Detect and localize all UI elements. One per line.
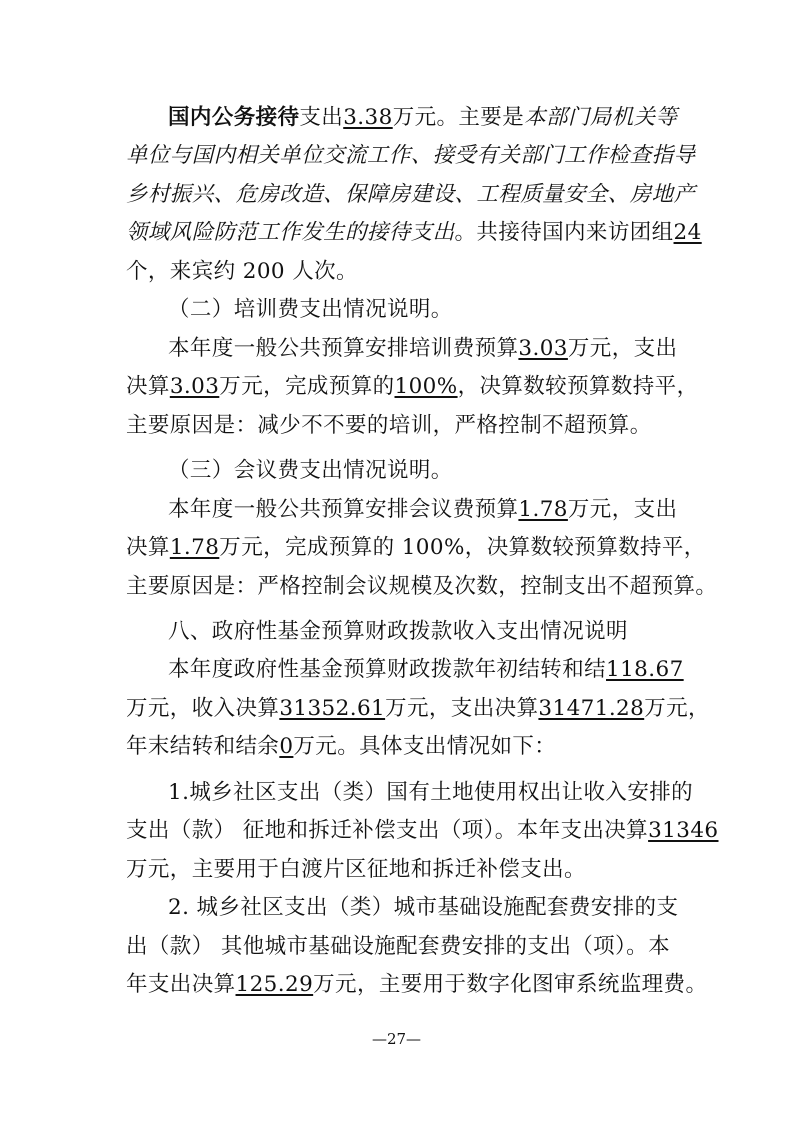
text-run: 万元，支出决算 (385, 696, 539, 721)
text-run: 2. 城乡社区支出（类）城市基础设施配套费安排的支 (168, 895, 679, 920)
text-line-4 (126, 218, 702, 248)
text-line-9 (126, 411, 652, 441)
text-run: 万元，支出 (567, 336, 678, 361)
text-line-16 (126, 694, 710, 724)
text-run: 3.03 (169, 374, 220, 399)
text-run: 1.城乡社区支出（类）国有土地使用权出让收入安排的 (168, 780, 694, 805)
text-run: 24 (673, 220, 702, 245)
text-run: 118.67 (606, 657, 684, 682)
text-run: 个，来宾约 200 人次。 (126, 259, 358, 284)
text-run: 万元，收入决算 (126, 696, 280, 721)
text-run: 3.38 (343, 105, 393, 130)
text-run: 年支出决算 (126, 972, 236, 997)
text-run: （二）培训费支出情况说明。 (168, 297, 453, 322)
text-run: 年末结转和结余 (126, 734, 280, 759)
text-run: 1.78 (169, 535, 220, 560)
text-run: 主要原因是：严格控制会议规模及次数，控制支出不超预算。 (126, 574, 718, 599)
text-run: 万元。具体支出情况如下： (293, 734, 557, 759)
text-run: 主要原因是：减少不不要的培训，严格控制不超预算。 (126, 413, 652, 438)
text-line-7 (168, 334, 677, 364)
text-run: 乡村振兴、危房改造、保障房建设、工程质量安全、房地产 (126, 182, 696, 207)
text-run: 本部门局机关等 (524, 105, 678, 130)
text-line-13 (126, 572, 717, 602)
text-run: 万元，完成预算的 (219, 374, 395, 399)
text-run: 支出（款） 征地和拆迁补偿支出（项）。本年支出决算 (126, 818, 649, 843)
text-run: 万元，主要用于数字化图审系统监理费。 (313, 972, 708, 997)
section-heading-fund (168, 617, 628, 647)
text-run: （三）会议费支出情况说明。 (168, 458, 453, 483)
text-run: 本年度一般公共预算安排会议费预算 (168, 497, 519, 522)
text-run: 万元。主要是 (392, 105, 525, 130)
text-run: 125.29 (235, 972, 314, 997)
section-heading-meeting (168, 456, 453, 486)
text-line-3 (126, 180, 695, 210)
text-run: 本年度一般公共预算安排培训费预算 (168, 336, 519, 361)
text-line-18 (168, 778, 693, 808)
text-line-22 (126, 932, 670, 962)
text-run: 31346 (648, 818, 719, 843)
text-line-23 (126, 970, 707, 1000)
text-line-2 (126, 141, 695, 171)
text-run: 国内公务接待 (168, 105, 300, 130)
text-run: 31471.28 (538, 696, 645, 721)
text-line-20 (126, 855, 586, 885)
text-run: 万元， (644, 696, 710, 721)
text-run: 万元，支出 (567, 497, 678, 522)
text-run: 本年度政府性基金预算财政拨款年初结转和结 (168, 657, 607, 682)
text-run: 100% (394, 374, 458, 399)
text-line-19 (126, 816, 719, 846)
text-run: 万元，主要用于白渡片区征地和拆迁补偿支出。 (126, 857, 586, 882)
text-line-21 (168, 893, 678, 923)
text-run: ，决算数较预算数持平， (457, 374, 699, 399)
section-heading-training (168, 295, 453, 325)
text-run: 领域风险防范工作发生的接待支出 (126, 220, 455, 245)
text-run: 单位与国内相关单位交流工作、接受有关部门工作检查指导 (126, 143, 696, 168)
text-run: 1.78 (518, 497, 568, 522)
text-run: 31352.61 (279, 696, 386, 721)
text-run: 八、政府性基金预算财政拨款收入支出情况说明 (168, 619, 628, 644)
text-run: 万元，完成预算的 100%，决算数较预算数持平， (219, 535, 706, 560)
text-run: 3.03 (518, 336, 568, 361)
text-line-12 (126, 533, 706, 563)
text-run: 支出 (299, 105, 344, 130)
text-run: 决算 (126, 535, 170, 560)
text-line-11 (168, 495, 677, 525)
text-line-17 (126, 732, 556, 762)
text-run: 0 (279, 734, 294, 759)
text-line-5 (126, 257, 358, 287)
text-run: 决算 (126, 374, 170, 399)
page-number: —27— (371, 1030, 422, 1048)
text-line-15 (168, 655, 684, 685)
text-run: 出（款） 其他城市基础设施配套费安排的支出（项）。本 (126, 934, 670, 959)
text-run: 。共接待国内来访团组 (454, 220, 674, 245)
text-line-1 (168, 103, 677, 133)
text-line-8 (126, 372, 698, 402)
